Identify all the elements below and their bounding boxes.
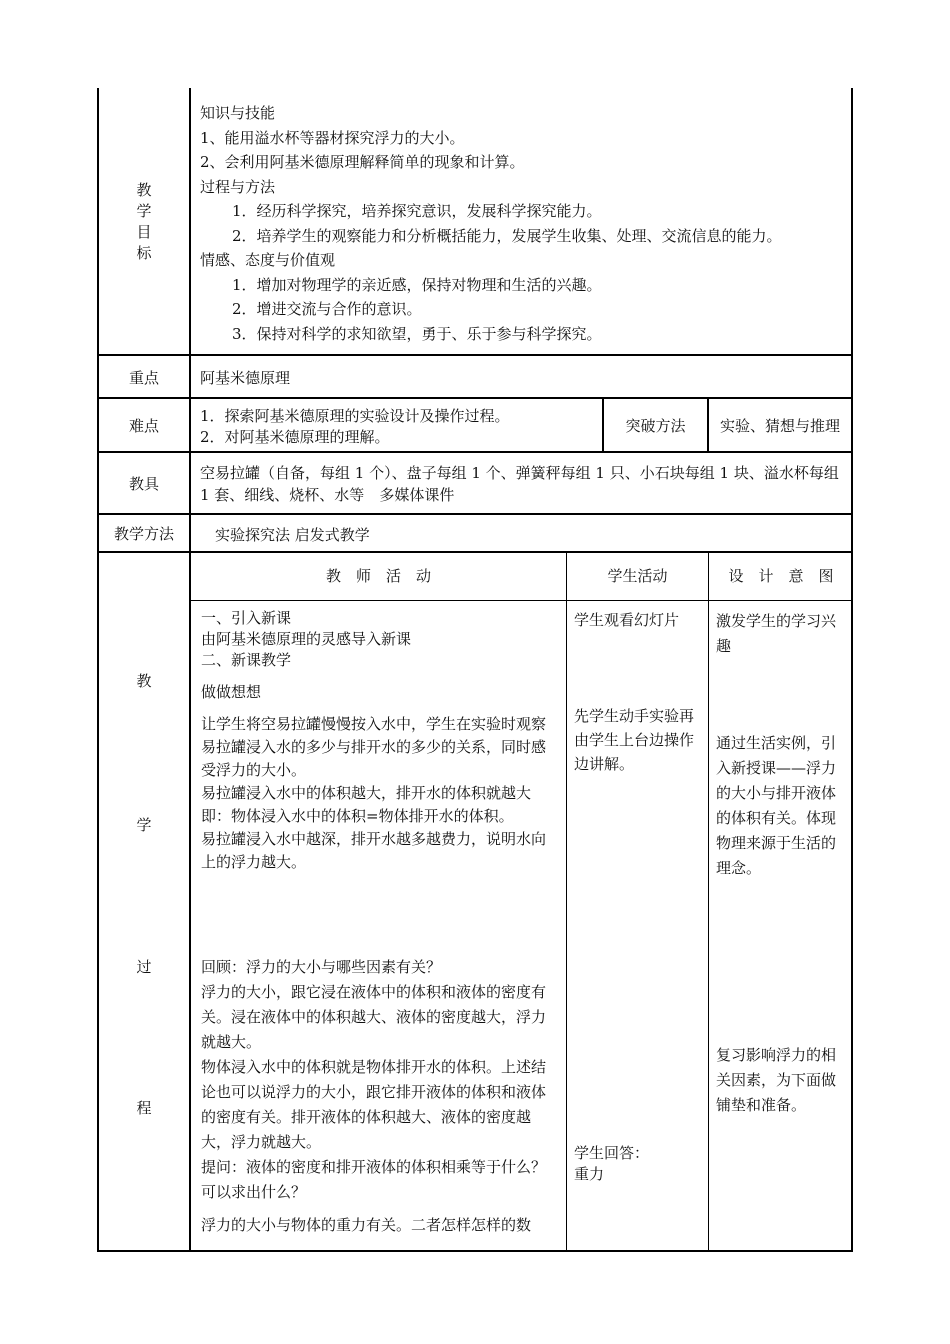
lesson-plan-table bbox=[97, 88, 853, 1252]
process-label-char: 教 bbox=[136, 672, 152, 690]
objectives-line: 1、能用溢水杯等器材探究浮力的大小。 bbox=[200, 128, 465, 147]
objectives-line: 情感、态度与价值观 bbox=[200, 251, 336, 269]
teacher-line: 物体浸入水中的体积就是物体排开水的体积。上述结论也可以说浮力的大小，跟它排开液体的体积和液体的密度有关。排开液体的体积越大、液体的密度越大，浮力就越大。 bbox=[201, 1058, 547, 1151]
teacher-activity-header: 教 师 活 动 bbox=[191, 551, 567, 601]
objectives-line: 过程与方法 bbox=[200, 177, 276, 196]
student-block-slides bbox=[574, 609, 700, 630]
teacher-line: 回顾：浮力的大小与哪些因素有关？ bbox=[201, 958, 442, 976]
objectives-line: 3．保持对科学的求知欲望，勇于、乐于参与科学探究。 bbox=[232, 324, 602, 343]
process-label-char: 过 bbox=[136, 958, 152, 976]
teacher-block-tryout bbox=[201, 681, 556, 702]
tools-label: 教具 bbox=[97, 451, 191, 514]
teaching-method-label: 教学方法 bbox=[97, 513, 191, 552]
design-line: 激发学生的学习兴趣 bbox=[716, 612, 837, 655]
difficulty-line: 2．对阿基米德原理的理解。 bbox=[200, 428, 390, 446]
student-line: 学生回答： bbox=[574, 1144, 650, 1162]
difficulty-line: 1．探索阿基米德原理的实验设计及操作过程。 bbox=[200, 407, 510, 425]
teacher-block-review bbox=[201, 955, 556, 1205]
design-line: 复习影响浮力的相关因素，为下面做铺垫和准备。 bbox=[716, 1046, 837, 1114]
objectives-line: 2、会利用阿基米德原理解释简单的现象和计算。 bbox=[200, 153, 525, 171]
student-line: 先学生动手实验再由学生上台边操作边讲解。 bbox=[574, 707, 695, 773]
teacher-line: 浮力的大小与物体的重力有关。二者怎样怎样的数 bbox=[201, 1216, 532, 1234]
breakthrough-method-label: 突破方法 bbox=[604, 397, 709, 452]
teacher-block-intro bbox=[201, 608, 556, 671]
objectives-content bbox=[191, 88, 853, 355]
objectives-label-char: 目 bbox=[136, 223, 152, 241]
design-block-life bbox=[716, 731, 843, 881]
difficulty-label: 难点 bbox=[97, 397, 191, 452]
teacher-line: 提问：液体的密度和排开液体的体积相乘等于什么？可以求出什么？ bbox=[201, 1158, 547, 1201]
student-line: 学生观看幻灯片 bbox=[574, 611, 680, 629]
design-line: 通过生活实例，引入新授课——浮力的大小与排开液体的体积有关。体现物理来源于生活的理念。 bbox=[716, 734, 837, 877]
teacher-line: 二、新课教学 bbox=[201, 651, 292, 669]
teacher-line: 易拉罐浸入水中的体积越大，排开水的体积就越大即：物体浸入水中的体积=物体排开水的体积。 bbox=[201, 784, 532, 825]
process-label-cell bbox=[97, 551, 191, 1252]
focus-value: 阿基米德原理 bbox=[191, 354, 853, 398]
design-block-interest bbox=[716, 609, 843, 659]
design-intent-header: 设 计 意 图 bbox=[709, 551, 853, 601]
teacher-activity-column bbox=[191, 601, 567, 1252]
teacher-line: 让学生将空易拉罐慢慢按入水中，学生在实验时观察易拉罐浸入水的多少与排开水的多少的关系，同时感受浮力的大小。 bbox=[201, 715, 547, 779]
student-activity-header: 学生活动 bbox=[567, 551, 709, 601]
objectives-line: 2．培养学生的观察能力和分析概括能力，发展学生收集、处理、交流信息的能力。 bbox=[232, 226, 782, 245]
teacher-line: 一、引入新课 bbox=[201, 609, 292, 627]
process-label-char: 程 bbox=[136, 1099, 152, 1117]
teacher-line: 浮力的大小，跟它浸在液体中的体积和液体的密度有关。浸在液体中的体积越大、液体的密度越大，浮力就越大。 bbox=[201, 983, 547, 1051]
student-block-experiment bbox=[574, 704, 700, 776]
breakthrough-method-value: 实验、猜想与推理 bbox=[709, 397, 853, 452]
objectives-label-char: 标 bbox=[136, 244, 152, 262]
difficulty-content bbox=[191, 397, 604, 452]
objectives-label-char: 教 bbox=[136, 181, 152, 199]
teacher-line: 易拉罐浸入水中越深，排开水越多越费力，说明水向上的浮力越大。 bbox=[201, 830, 547, 871]
focus-label: 重点 bbox=[97, 354, 191, 398]
objectives-label bbox=[99, 180, 189, 264]
teacher-block-gravity bbox=[201, 1214, 556, 1235]
objectives-label-char: 学 bbox=[136, 202, 152, 220]
teaching-method-value: 实验探究法 启发式教学 bbox=[191, 513, 853, 552]
design-block-review bbox=[716, 1043, 843, 1118]
teacher-block-experiment bbox=[201, 713, 556, 874]
tools-value: 空易拉罐（自备，每组 1 个）、盘子每组 1 个、弹簧秤每组 1 只、小石块每组 1 块、溢水杯每组 1 套、细线、烧杯、水等 多媒体课件 bbox=[191, 451, 853, 514]
student-block-answer bbox=[574, 1143, 700, 1185]
design-intent-column bbox=[709, 601, 853, 1252]
student-activity-column bbox=[567, 601, 709, 1252]
process-label-char: 学 bbox=[136, 816, 152, 834]
teacher-line: 做做想想 bbox=[201, 683, 262, 701]
teacher-line: 由阿基米德原理的灵感导入新课 bbox=[201, 630, 412, 648]
objectives-line: 1．增加对物理学的亲近感，保持对物理和生活的兴趣。 bbox=[232, 275, 602, 294]
objectives-line: 2．增进交流与合作的意识。 bbox=[232, 300, 422, 318]
student-line: 重力 bbox=[574, 1165, 605, 1183]
objectives-line: 知识与技能 bbox=[200, 104, 276, 122]
objectives-label-cell bbox=[97, 88, 191, 355]
objectives-line: 1．经历科学探究，培养探究意识，发展科学探究能力。 bbox=[232, 202, 602, 220]
